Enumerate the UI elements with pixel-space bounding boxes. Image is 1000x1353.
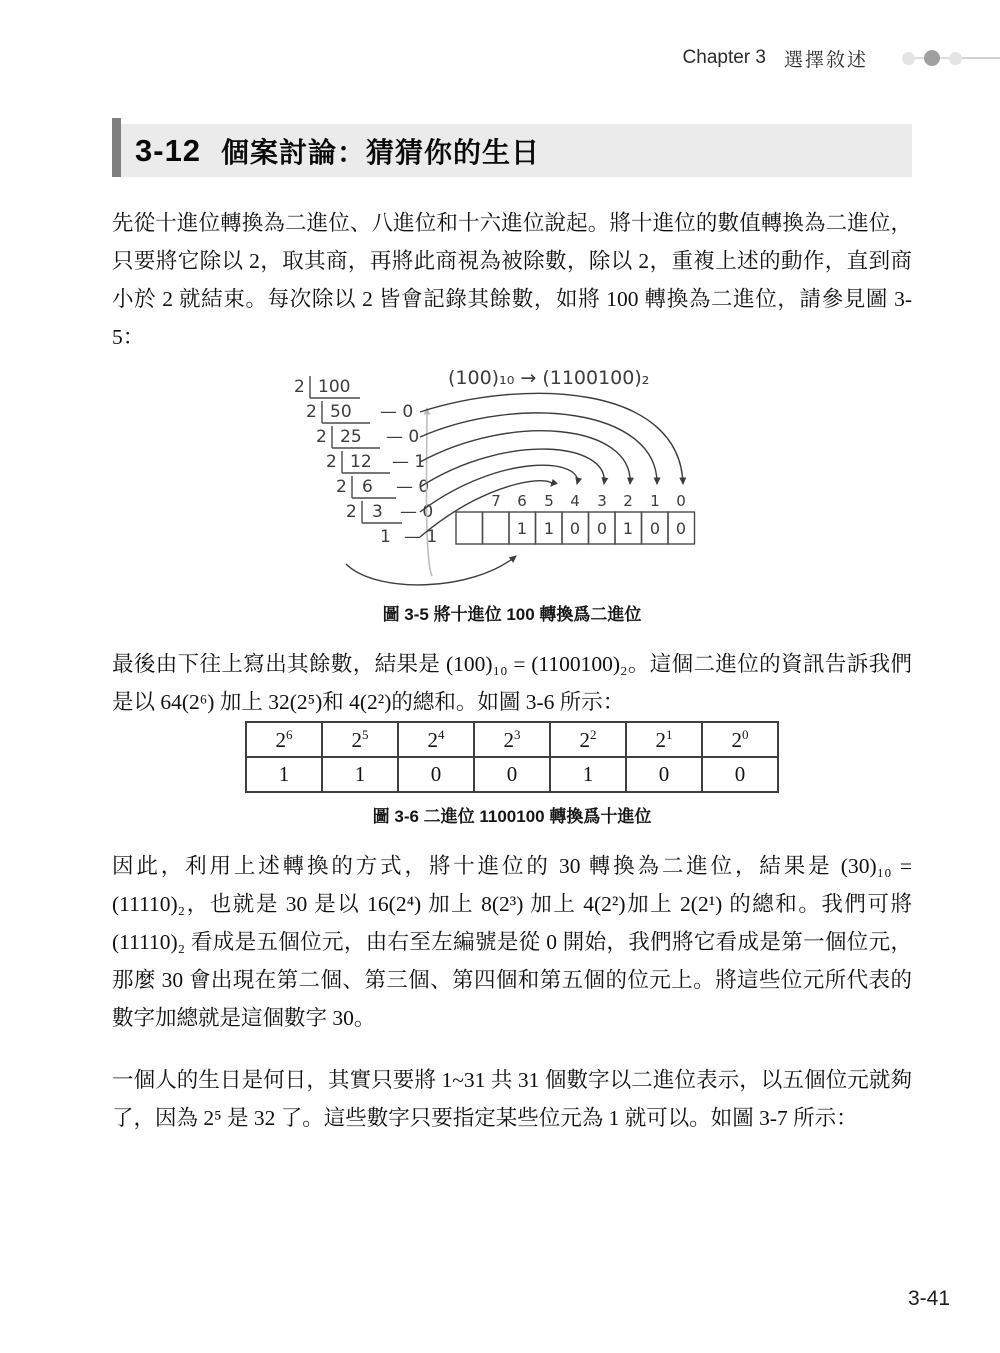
bit-cell-values	[517, 519, 686, 538]
dot-connector	[940, 57, 949, 59]
bit-value: 1	[622, 519, 634, 538]
header-dots-ornament	[902, 50, 1000, 66]
power-cell: $2^2$	[550, 722, 626, 757]
division-quotient: 25	[340, 427, 362, 447]
division-quotient: 6	[362, 477, 373, 497]
division-divisor: 2	[326, 452, 337, 472]
division-quotient: 50	[330, 402, 352, 422]
division-divisor: 2	[294, 377, 305, 397]
division-remainder: — 0	[380, 402, 414, 422]
power-cell: $2^1$	[626, 722, 702, 757]
table-row-bits	[246, 757, 778, 792]
dot-icon	[924, 50, 940, 66]
division-quotient: 12	[350, 452, 372, 472]
figure-3-6-caption: 圖 3-6 二進位 1100100 轉換爲十進位	[372, 807, 652, 826]
bit-label: 7	[491, 492, 501, 510]
bit-position-labels	[491, 492, 686, 510]
power-cell: $2^6$	[246, 722, 322, 757]
division-divisor: 2	[306, 402, 317, 422]
division-diagram	[280, 362, 750, 594]
division-remainder: — 0	[400, 502, 434, 522]
bit-cell: 0	[398, 757, 474, 792]
section-number: 3-12	[135, 132, 202, 168]
power-cell: $2^4$	[398, 722, 474, 757]
power-cell: $2^0$	[702, 722, 778, 757]
table-row-powers	[246, 722, 778, 757]
division-quotient: 3	[372, 502, 383, 522]
division-remainder: — 0	[396, 477, 430, 497]
section-accent-bar	[112, 118, 121, 177]
bit-label: 2	[623, 492, 633, 510]
bit-cell: 1	[246, 757, 322, 792]
power-cell: $2^3$	[474, 722, 550, 757]
division-divisor: 2	[316, 427, 327, 447]
figure-3-5	[112, 362, 912, 625]
bit-cell: 0	[626, 757, 702, 792]
bit-cell: 0	[474, 757, 550, 792]
section-title-bar	[112, 118, 912, 177]
bit-cell: 0	[702, 757, 778, 792]
power-cell: $2^5$	[322, 722, 398, 757]
paragraph-birthday: 一個人的生日是何日，其實只要將 1~31 共 31 個數字以二進位表示，以五個位元就夠了，因為 2⁵ 是 32 了。這些數字只要指定某些位元為 1 就可以。如圖 3-7 所示：	[112, 1068, 912, 1130]
division-divisor: 2	[336, 477, 347, 497]
division-divisor: 2	[346, 502, 357, 522]
bit-label: 6	[517, 492, 527, 510]
division-remainder: — 1	[404, 527, 438, 547]
chapter-number: Chapter 3	[682, 47, 766, 68]
figure-3-6	[112, 721, 912, 827]
bit-value: 0	[569, 519, 581, 538]
chapter-section-title: 選擇敘述	[783, 49, 868, 71]
division-remainder: — 1	[392, 452, 426, 472]
bit-value: 1	[516, 519, 528, 538]
dot-icon	[949, 52, 962, 65]
bit-value: 0	[596, 519, 608, 538]
bit-value: 0	[675, 519, 687, 538]
remainder-arrows	[420, 393, 683, 537]
bit-label: 1	[650, 492, 660, 510]
section-title-box	[121, 124, 912, 177]
dot-connector	[915, 57, 924, 59]
page-content	[112, 118, 912, 1137]
division-brackets	[310, 376, 402, 523]
bit-label: 5	[544, 492, 554, 510]
division-rows	[294, 377, 437, 547]
paragraph-result: 最後由下往上寫出其餘數，結果是 (100)₁₀ = (1100100)₂。這個二進位的資訊告訴我們是以 64(2⁶) 加上 32(2⁵)和 4(2²)的總和。如圖 3-6 所示：	[112, 652, 912, 714]
page-number: 3-41	[907, 1287, 950, 1310]
handwritten-formula: (100)₁₀ → (1100100)₂	[448, 367, 650, 389]
bit-cell: 1	[550, 757, 626, 792]
dot-icon	[902, 52, 915, 65]
bit-value: 0	[649, 519, 661, 538]
chapter-header	[0, 44, 1000, 72]
division-quotient: 100	[318, 377, 351, 397]
division-remainder: — 0	[386, 427, 420, 447]
bit-label: 0	[676, 492, 686, 510]
paragraph-example-30: 因此，利用上述轉換的方式，將十進位的 30 轉換為二進位，結果是 (30)₁₀ = (11110)₂，也就是 30 是以 16(2⁴) 加上 8(2³) 加上 4(2²)加上 2(2¹) 的總和。我們可將(11110)₂ 看成是五個位元，由右至左編號是從 0 開始，我們將它看成是第一個位元，那麼 30 會出現在第二個、第三個、第四個和第五個的位元上。將這些位元所代表的數字加總就是這個數字 30。	[112, 854, 912, 1030]
binary-table	[245, 721, 779, 793]
bit-value: 1	[543, 519, 555, 538]
figure-3-5-caption: 圖 3-5 將十進位 100 轉換爲二進位	[382, 605, 642, 624]
paragraph-intro: 先從十進位轉換為二進位、八進位和十六進位說起。將十進位的數值轉換為二進位，只要將它除以 2，取其商，再將此商視為被除數，除以 2，重複上述的動作，直到商小於 2 就結束。每次除以 2 皆會記錄其餘數，如將 100 轉換為二進位，請參見圖 3-5：	[112, 211, 912, 349]
bit-label: 3	[597, 492, 607, 510]
section-title-text: 個案討論：猜猜你的生日	[221, 136, 541, 168]
bit-cell: 1	[322, 757, 398, 792]
division-quotient: 1	[380, 527, 391, 547]
bit-label: 4	[570, 492, 580, 510]
header-rule	[962, 57, 1000, 59]
